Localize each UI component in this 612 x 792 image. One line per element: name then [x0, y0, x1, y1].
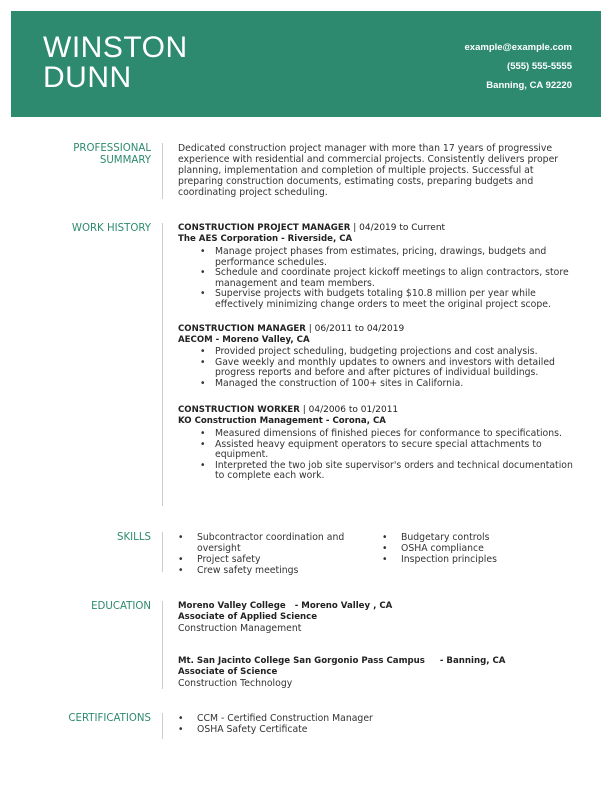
- job-separator: |: [350, 223, 360, 233]
- work-history-body: [178, 223, 578, 482]
- job-dates: 04/2019 to Current: [359, 223, 446, 233]
- bullet-line: performance schedules.: [215, 256, 327, 268]
- bullet-line: equipment.: [215, 449, 269, 460]
- section-divider: [162, 601, 163, 689]
- job-title: CONSTRUCTION MANAGER: [178, 324, 306, 334]
- skill-item: [382, 532, 572, 543]
- certification-item: • CCM - Certified Construction Manager: [178, 713, 578, 724]
- bullet-line: • Schedule and coordinate project kickoff meetings to align contractors, store: [215, 267, 569, 278]
- last-name: DUNN: [43, 61, 132, 94]
- bullet-line: effectively minimizing change orders to meet the original project scope.: [215, 298, 551, 310]
- job-bullet: [200, 358, 578, 379]
- summary-line: Dedicated construction project manager with more than 17 years of progressive: [178, 143, 553, 154]
- job-bullet: [200, 429, 578, 440]
- job-bullet: [200, 461, 578, 482]
- job-title: CONSTRUCTION WORKER: [178, 405, 300, 415]
- job-company: The AES Corporation - Riverside, CA: [178, 234, 353, 244]
- education-field: Construction Management: [178, 623, 302, 634]
- summary-line: preparing construction documents, estimating costs, preparing budgets and: [178, 176, 534, 187]
- bullet-line: progress reports and before and after pictures of individual buildings.: [215, 367, 539, 378]
- bullet-line: • Gave weekly and monthly updates to owners and investors with detailed: [215, 356, 555, 368]
- contact-phone[interactable]: (555) 555-5555: [507, 61, 572, 72]
- job-bullets: [200, 429, 578, 482]
- job-bullets: [200, 347, 578, 389]
- section-label-skills: SKILLS: [117, 532, 151, 543]
- first-name: WINSTON: [43, 31, 188, 64]
- skill-line: • OSHA compliance: [401, 543, 484, 554]
- summary-label-line1: PROFESSIONAL: [73, 143, 151, 154]
- job-bullet: [200, 379, 578, 390]
- certifications-body: [178, 713, 578, 735]
- bullet-line: • Measured dimensions of finished pieces for conformance to specifications.: [215, 428, 562, 439]
- section-divider: [162, 713, 163, 739]
- skill-item: [178, 554, 378, 565]
- section-label-summary: [73, 143, 151, 167]
- education-entry: [178, 601, 578, 634]
- job-company: AECOM - Moreno Valley, CA: [178, 335, 310, 345]
- job-entry: [178, 324, 578, 389]
- job-dates: 04/2006 to 01/2011: [308, 405, 399, 415]
- education-field: Construction Technology: [178, 678, 293, 689]
- summary-text: [178, 143, 578, 198]
- skills-column-1: [178, 532, 378, 576]
- bullet-line: • Managed the construction of 100+ sites in California.: [215, 377, 464, 389]
- summary-line: experience with residential and commercial projects. Consistently delivers proper: [178, 154, 559, 165]
- job-separator: |: [299, 405, 309, 415]
- education-entry: [178, 656, 578, 689]
- skill-line: • Subcontractor coordination and: [197, 532, 345, 543]
- contact-email[interactable]: example@example.com: [464, 42, 572, 53]
- education-degree: Associate of Science: [178, 667, 278, 677]
- job-bullet: [200, 247, 578, 268]
- section-label-certifications: CERTIFICATIONS: [68, 713, 151, 724]
- job-bullet: [200, 268, 578, 289]
- section-label-work-history: WORK HISTORY: [71, 223, 151, 234]
- job-title-line: [178, 324, 578, 335]
- skill-line: • Budgetary controls: [401, 532, 490, 543]
- section-divider: [162, 143, 163, 199]
- job-entry: [178, 405, 578, 482]
- bullet-line: • Supervise projects with budgets totaling $10.8 million per year while: [215, 288, 536, 299]
- education-degree: Associate of Applied Science: [178, 612, 318, 622]
- job-separator: |: [305, 324, 315, 334]
- skill-line: • Project safety: [197, 554, 261, 565]
- job-company: KO Construction Management - Corona, CA: [178, 416, 386, 426]
- job-dates: 06/2011 to 04/2019: [314, 324, 405, 334]
- resume-header: [11, 11, 601, 117]
- summary-label-line2: SUMMARY: [99, 155, 151, 166]
- job-bullet: [200, 440, 578, 461]
- bullet-line: to complete each work.: [215, 470, 325, 481]
- job-title-line: [178, 223, 578, 234]
- section-divider: [162, 532, 163, 572]
- bullet-line: • Manage project phases from estimates, pricing, drawings, budgets and: [215, 246, 547, 257]
- skill-line: oversight: [197, 543, 241, 554]
- certification-item: • OSHA Safety Certificate: [178, 724, 578, 735]
- education-body: [178, 601, 578, 689]
- job-entry: [178, 223, 578, 310]
- bullet-line: management and team members.: [215, 277, 375, 289]
- education-school: Moreno Valley College - Moreno Valley , CA: [178, 601, 393, 611]
- skills-column-2: [382, 532, 572, 565]
- job-bullet: [200, 289, 578, 310]
- bullet-line: • Assisted heavy equipment operators to secure special attachments to: [215, 438, 542, 450]
- summary-line: planning, implementation and completion of multiple projects. Successful at: [178, 165, 534, 176]
- skill-line: • Inspection principles: [401, 554, 497, 565]
- bullet-line: • Provided project scheduling, budgeting projections and cost analysis.: [215, 346, 538, 357]
- skill-item: [178, 532, 378, 554]
- skill-item: [382, 543, 572, 554]
- candidate-name: [43, 33, 188, 93]
- bullet-line: • Interpreted the two job site supervisor's orders and technical documentation: [215, 459, 573, 471]
- job-bullet: [200, 347, 578, 358]
- skill-line: • Crew safety meetings: [197, 565, 299, 576]
- skill-item: [178, 565, 378, 576]
- certifications-list: [178, 713, 578, 735]
- job-title: CONSTRUCTION PROJECT MANAGER: [178, 223, 351, 233]
- job-bullets: [200, 247, 578, 310]
- summary-line: coordinating project scheduling.: [178, 187, 328, 198]
- contact-info: [465, 38, 572, 95]
- section-divider: [162, 223, 163, 506]
- contact-location: Banning, CA 92220: [486, 80, 572, 91]
- skill-item: [382, 554, 572, 565]
- education-school: Mt. San Jacinto College San Gorgonio Pass Campus - Banning, CA: [178, 656, 506, 666]
- job-title-line: [178, 405, 578, 416]
- section-label-education: EDUCATION: [91, 601, 151, 612]
